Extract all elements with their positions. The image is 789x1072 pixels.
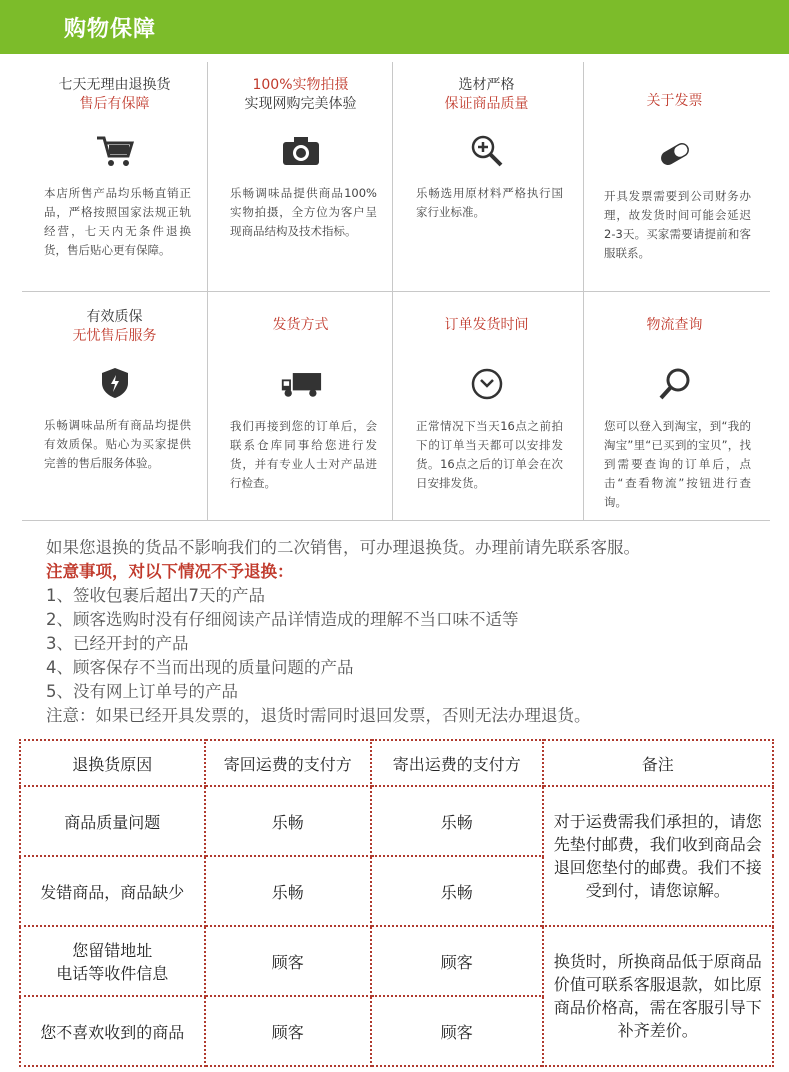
- notice-intro: 如果您退换的货品不影响我们的二次销售，可办理退换货。办理前请先联系客服。: [46, 538, 640, 557]
- clock-icon: [466, 363, 508, 405]
- truck-icon: [280, 363, 322, 405]
- send-payer-cell: 顾客: [371, 996, 543, 1066]
- header-bar: [0, 0, 789, 54]
- send-payer-cell: 乐畅: [371, 856, 543, 926]
- return-payer-cell: 顾客: [205, 996, 372, 1066]
- return-payer-cell: 乐畅: [205, 856, 372, 926]
- return-notice: [46, 536, 766, 728]
- feature-subtitle: 售后有保障: [79, 96, 150, 112]
- feature-desc: 本店所售产品均乐畅直销正品，严格按照国家法规正轨经营，七天内无条件退换货，售后贴心更有保障。: [44, 186, 191, 257]
- feature-title: 七天无理由退换货: [58, 77, 171, 93]
- table-row: [20, 786, 773, 856]
- feature-title: 物流查询: [646, 317, 703, 333]
- reason-cell: 您留错地址 电话等收件信息: [20, 926, 205, 996]
- feature-desc: 我们再接到您的订单后，会联系仓库同事给您进行发货，并有专业人士对产品进行检查。: [230, 419, 377, 490]
- notice-item: 5、没有网上订单号的产品: [46, 682, 238, 701]
- feature-cell: [22, 294, 207, 522]
- notice-item: 2、顾客选购时没有仔细阅读产品详情造成的理解不当口味不适等: [46, 610, 519, 629]
- feature-desc: 乐畅调味品提供商品100%实物拍摄，全方位为客户呈现商品结构及技术指标。: [230, 186, 377, 238]
- note-cell: 对于运费需我们承担的，请您先垫付邮费，我们收到商品会退回您垫付的邮费。我们不接受到付，请您谅解。: [543, 786, 773, 926]
- notice-footer: 注意：如果已经开具发票的，退货时需同时退回发票，否则无法办理退货。: [46, 706, 591, 725]
- reason-cell: 您不喜欢收到的商品: [20, 996, 205, 1066]
- divider: [22, 291, 770, 292]
- feature-cell: [208, 62, 393, 290]
- notice-item: 1、签收包裹后超出7天的产品: [46, 586, 265, 605]
- feature-cell: [582, 62, 767, 290]
- feature-cell: [208, 294, 393, 522]
- feature-subtitle: 无忧售后服务: [72, 328, 157, 344]
- return-payer-cell: 乐畅: [205, 786, 372, 856]
- search-icon: [654, 363, 696, 405]
- feature-desc: 乐畅选用原材料严格执行国家行业标准。: [416, 186, 563, 219]
- feature-title: 关于发票: [646, 93, 703, 109]
- reason-cell: 发错商品，商品缺少: [20, 856, 205, 926]
- send-payer-cell: 乐畅: [371, 786, 543, 856]
- feature-title: 订单发货时间: [444, 317, 529, 333]
- feature-title: 100%实物拍摄: [252, 77, 349, 93]
- feature-desc: 开具发票需要到公司财务办理，故发货时间可能会延迟2-3天。买家需要请提前和客服联系。: [604, 189, 751, 260]
- feature-cell: [394, 294, 579, 522]
- reason-cell: 商品质量问题: [20, 786, 205, 856]
- return-policy-table: [19, 739, 774, 1067]
- column-header: 寄出运费的支付方: [371, 740, 543, 786]
- cart-icon: [94, 130, 136, 172]
- note-cell: 换货时，所换商品低于原商品价值可联系客服退款，如比原商品价格高，需在客服引导下补齐差价。: [543, 926, 773, 1066]
- feature-title: 选材严格: [458, 77, 515, 93]
- column-header: 退换货原因: [20, 740, 205, 786]
- feature-cell: [582, 294, 767, 522]
- feature-cell: [394, 62, 579, 290]
- feature-desc: 正常情况下当天16点之前拍下的订单当天都可以安排发货。16点之后的订单会在次日安排发货。: [416, 419, 563, 490]
- magnifier-plus-icon: [466, 130, 508, 172]
- feature-title: 有效质保: [86, 309, 143, 325]
- table-header-row: [20, 740, 773, 786]
- notice-item: 3、已经开封的产品: [46, 634, 189, 653]
- table-row: [20, 926, 773, 996]
- notice-warning: 注意事项，对以下情况不予退换：: [46, 562, 294, 581]
- feature-cell: [22, 62, 207, 290]
- shield-icon: [94, 362, 136, 404]
- column-header: 寄回运费的支付方: [205, 740, 372, 786]
- feature-desc: 乐畅调味品所有商品均提供有效质保。贴心为买家提供完善的售后服务体验。: [44, 418, 191, 470]
- send-payer-cell: 顾客: [371, 926, 543, 996]
- divider: [22, 520, 770, 521]
- page-title: 购物保障: [64, 17, 157, 42]
- column-header: 备注: [543, 740, 773, 786]
- camera-icon: [280, 130, 322, 172]
- feature-subtitle: 实现网购完美体验: [244, 96, 357, 112]
- pill-icon: [654, 133, 696, 175]
- return-payer-cell: 顾客: [205, 926, 372, 996]
- feature-title: 发货方式: [272, 317, 329, 333]
- feature-desc: 您可以登入到淘宝，到“我的淘宝”里“已买到的宝贝”，找到需要查询的订单后，点击“查看物流”按钮进行查询。: [604, 419, 751, 509]
- feature-subtitle: 保证商品质量: [444, 96, 529, 112]
- notice-item: 4、顾客保存不当而出现的质量问题的产品: [46, 658, 354, 677]
